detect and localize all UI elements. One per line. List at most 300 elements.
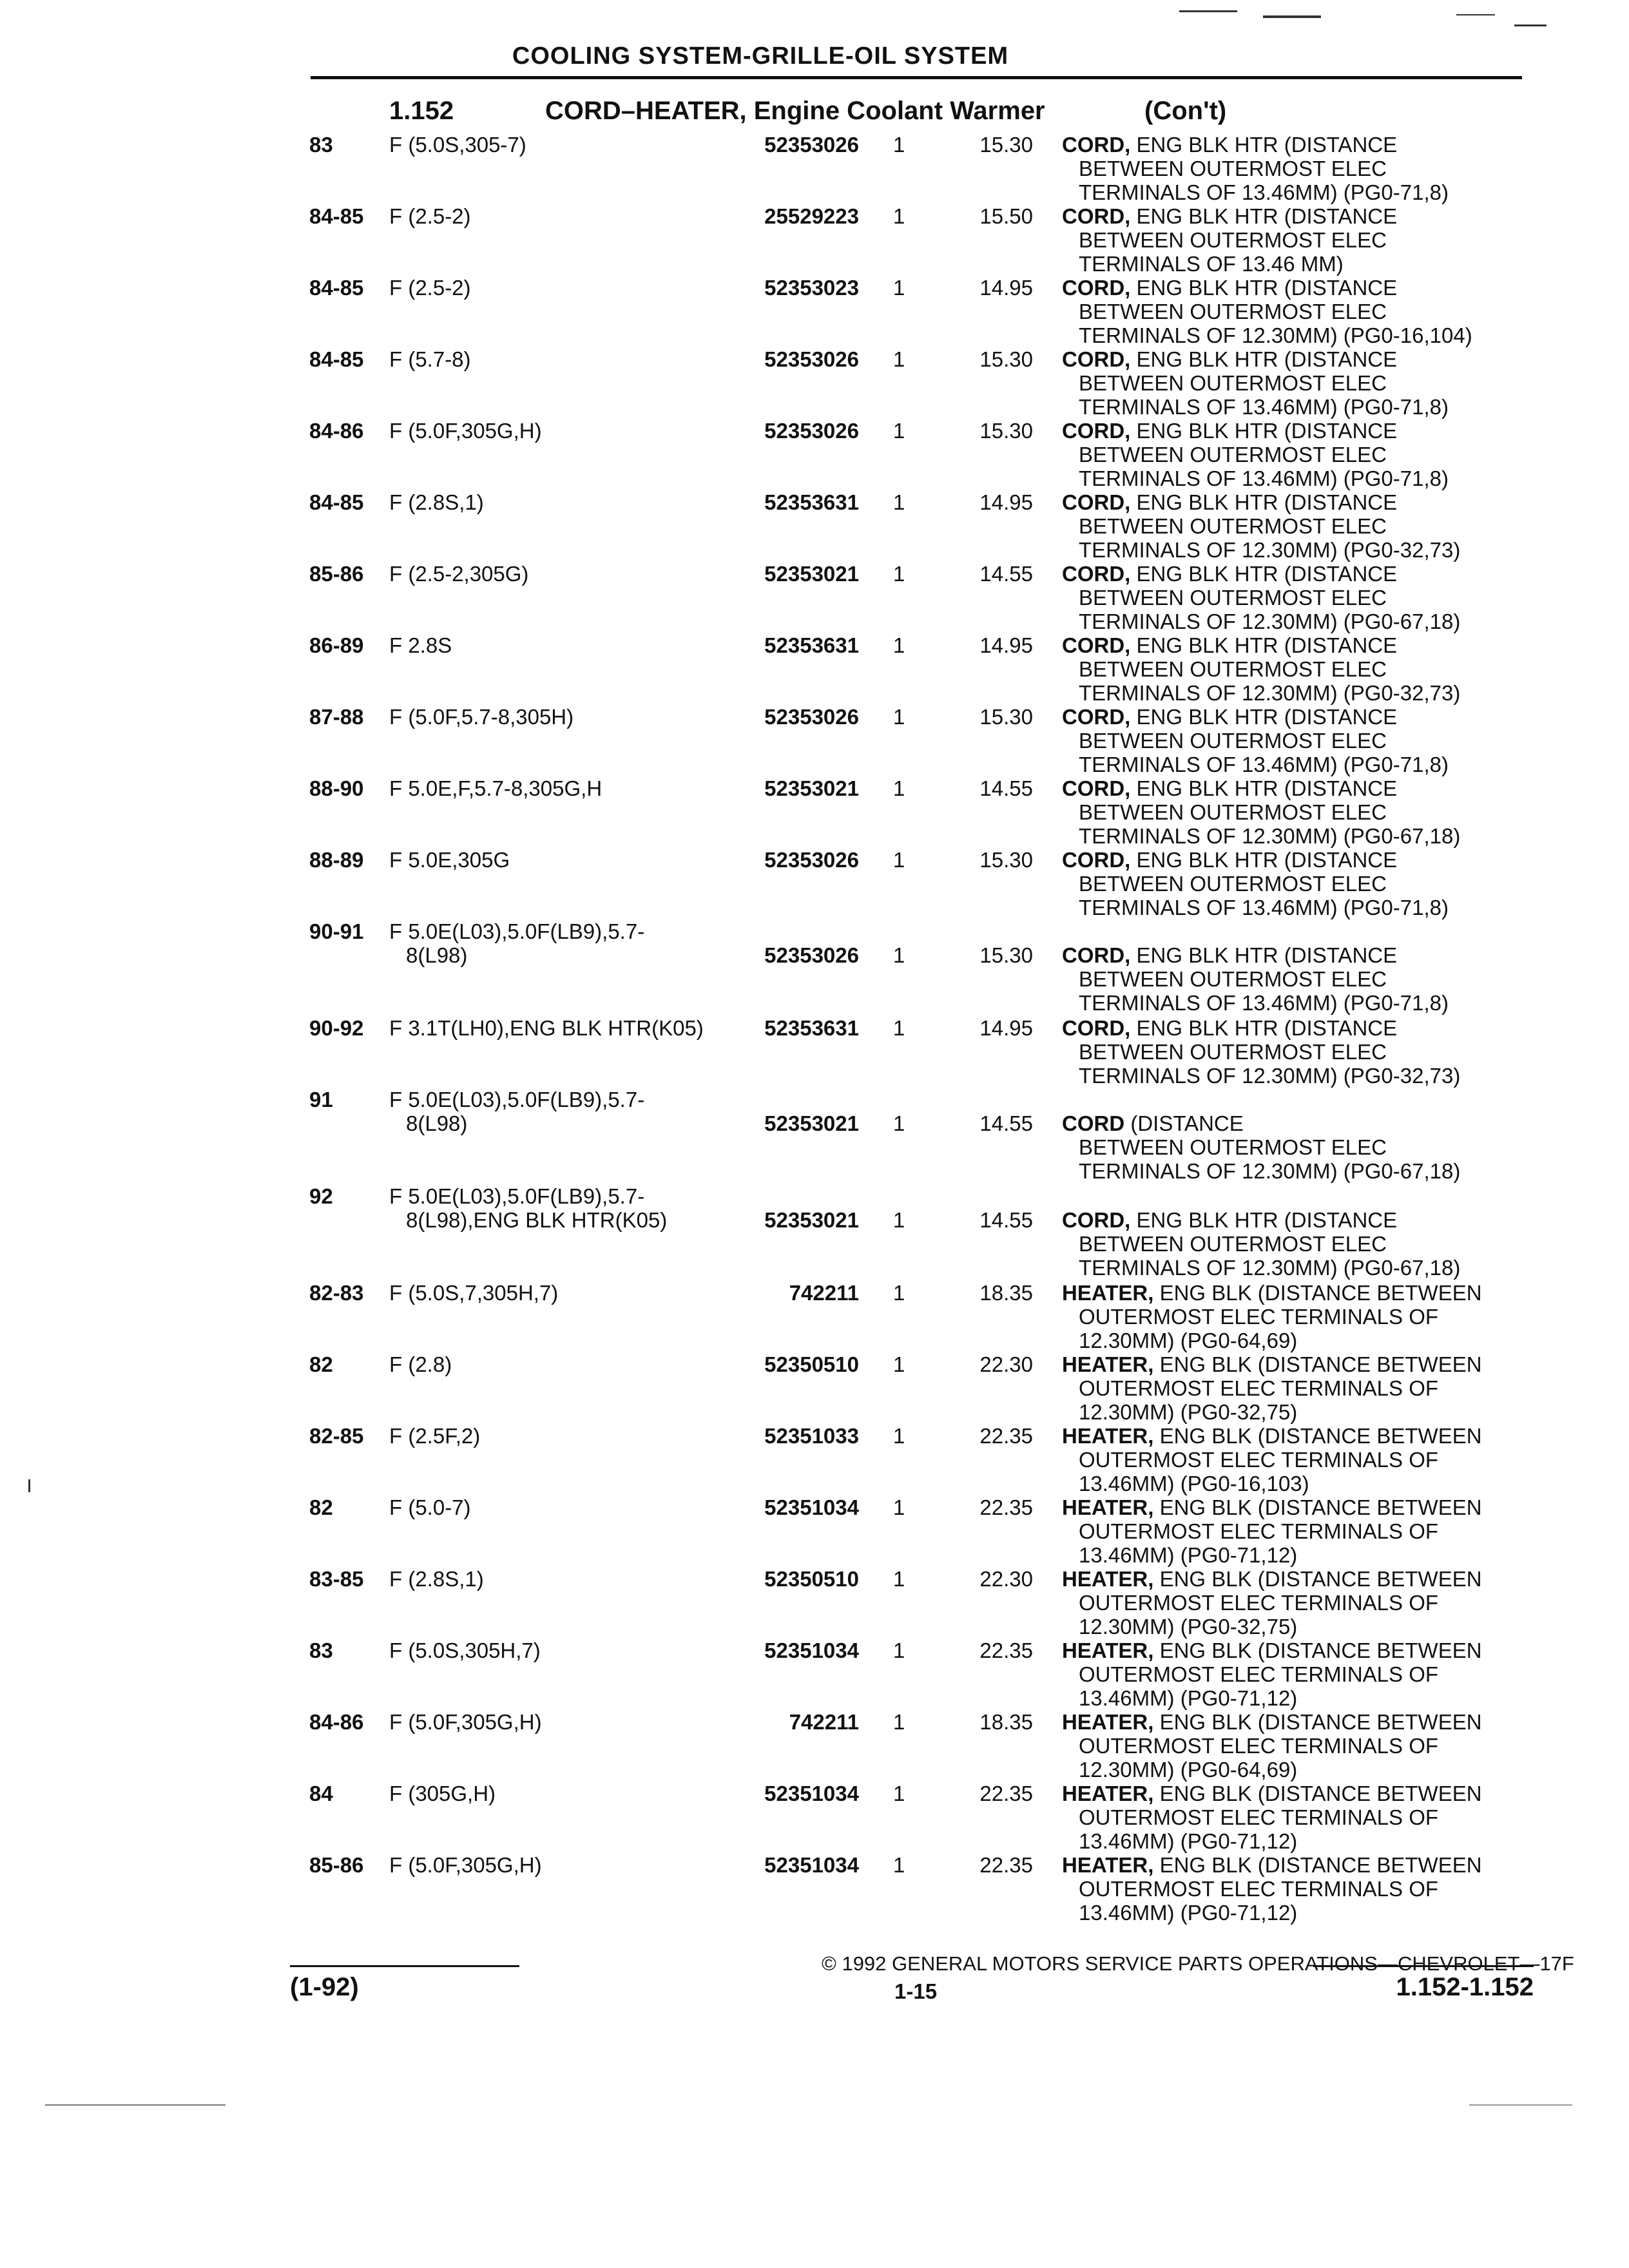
price: 14.95 [979,276,1033,300]
model-years: 83-85 [309,1567,364,1591]
description [1062,1208,1486,1280]
description-line [1062,276,1472,300]
description-noun: CORD, [1062,1016,1131,1040]
quantity: 1 [893,419,905,443]
description-noun: CORD, [1062,848,1131,872]
description-text: TERMINALS OF 13.46 MM) [1079,252,1344,276]
page-header-title: COOLING SYSTEM-GRILLE-OIL SYSTEM [512,43,1009,70]
description-line [1062,1159,1486,1183]
parts-row [0,1184,1629,1281]
description [1062,133,1491,204]
model-years: 83 [309,1639,333,1662]
description-line [1062,514,1486,538]
description-line [1062,1519,1482,1543]
description [1062,490,1486,562]
application-line: F 5.0E,F,5.7-8,305G,H [389,776,602,800]
price: 14.95 [979,1016,1033,1040]
price: 15.30 [979,133,1033,157]
description-noun: CORD, [1062,1208,1131,1232]
description [1062,1016,1486,1088]
description-noun: HEATER, [1062,1710,1154,1734]
application [389,347,471,371]
description-text: BETWEEN OUTERMOST ELEC [1079,657,1387,681]
description-text: TERMINALS OF 13.46MM) (PG0-71,8) [1079,991,1449,1015]
application [389,1710,542,1734]
application [389,1281,558,1305]
leader-dots [613,776,754,800]
part-number: 52351033 [764,1424,859,1448]
part-number: 52350510 [764,1567,859,1591]
description-noun: CORD, [1062,347,1131,371]
description-leader-dots [1455,753,1491,776]
description-leader-dots [1304,1543,1471,1567]
description-leader-dots [1455,395,1491,419]
quantity: 1 [893,1495,905,1519]
part-number: 25529223 [764,204,859,228]
description-line [1062,776,1486,800]
description-text: BETWEEN OUTERMOST ELEC [1079,586,1387,610]
price: 22.30 [979,1352,1033,1376]
description-text: ENG BLK HTR (DISTANCE [1136,419,1398,443]
quantity: 1 [893,1016,905,1040]
quantity: 1 [893,1853,905,1877]
description-noun: HEATER, [1062,1567,1154,1591]
application [389,1424,480,1448]
price: 22.30 [979,1567,1033,1591]
price: 15.30 [979,848,1033,872]
description-leader-dots [1304,1615,1471,1639]
model-years: 87-88 [309,705,364,729]
price: 14.55 [979,1111,1033,1135]
description-text: ENG BLK (DISTANCE BETWEEN [1159,1853,1482,1877]
quantity: 1 [893,204,905,228]
parts-row [0,1495,1629,1567]
part-number: 52353021 [764,562,859,586]
application [389,1639,541,1662]
leader-dots [496,490,754,514]
description-leader-dots [1455,466,1491,490]
description-line [1062,1639,1482,1662]
scan-mark [45,2104,226,2106]
description [1062,1281,1482,1352]
description-text: OUTERMOST ELEC TERMINALS OF [1079,1305,1439,1329]
price: 22.35 [979,1495,1033,1519]
application-line: F 5.0E,305G [389,848,510,872]
parts-row [0,490,1629,562]
description-line [1062,872,1491,896]
model-years: 85-86 [309,1853,364,1877]
price: 18.35 [979,1281,1033,1305]
description-line [1062,1901,1482,1925]
quantity: 1 [893,490,905,514]
application-line: F (2.8) [389,1352,452,1376]
part-number: 52353021 [764,1111,859,1135]
parts-row [0,919,1629,1016]
parts-row [0,347,1629,419]
description-leader-dots [1350,252,1466,276]
description-noun: CORD, [1062,943,1131,967]
section-title: CORD–HEATER, Engine Coolant Warmer [545,97,1045,125]
description-text: TERMINALS OF 12.30MM) (PG0-67,18) [1079,1159,1461,1183]
description-text: ENG BLK HTR (DISTANCE [1136,776,1398,800]
description-line [1062,1111,1486,1135]
leader-dots [483,347,755,371]
parts-row [0,133,1629,204]
part-number: 742211 [789,1281,859,1305]
description-leader-dots [1467,824,1486,848]
model-years: 84-86 [309,419,364,443]
application [389,1352,452,1376]
description-noun: CORD, [1062,562,1131,586]
parts-row [0,1352,1629,1424]
part-number: 52350510 [764,1352,859,1376]
description-line [1062,1329,1482,1352]
description-text: BETWEEN OUTERMOST ELEC [1079,1040,1387,1064]
scan-mark [1179,10,1237,12]
description [1062,633,1486,705]
price: 15.30 [979,347,1033,371]
model-years: 82-85 [309,1424,364,1448]
footer-edition: (1-92) [290,1973,359,2001]
description-leader-dots [1304,1829,1471,1853]
description-line [1062,1782,1482,1805]
part-number: 52353021 [764,776,859,800]
scan-mark [1263,15,1321,18]
description-line [1062,1040,1486,1064]
application [389,276,471,300]
price: 14.95 [979,633,1033,657]
description-line [1062,1281,1482,1305]
application-line: F (5.0F,5.7-8,305H) [389,705,574,729]
model-years: 84-85 [309,490,364,514]
application [389,562,528,586]
description-line [1062,180,1491,204]
description-noun: HEATER, [1062,1639,1154,1662]
description-noun: CORD, [1062,705,1131,729]
description [1062,419,1491,490]
description [1062,1495,1482,1567]
description-text: ENG BLK (DISTANCE BETWEEN [1159,1352,1482,1376]
part-number: 52353026 [764,705,859,729]
description-text: ENG BLK HTR (DISTANCE [1136,1208,1398,1232]
price: 15.30 [979,705,1033,729]
leader-dots [483,276,755,300]
description-line [1062,1877,1482,1901]
description-line [1062,1543,1482,1567]
description-line [1062,1805,1482,1829]
application-line: F (5.0S,305H,7) [389,1639,541,1662]
description-line [1062,1710,1482,1734]
description-text: TERMINALS OF 12.30MM) (PG0-67,18) [1079,824,1461,848]
price: 22.35 [979,1782,1033,1805]
description-noun: CORD, [1062,490,1131,514]
price: 15.30 [979,419,1033,443]
description-line [1062,800,1486,824]
description-line [1062,896,1491,919]
description-text: ENG BLK HTR (DISTANCE [1136,848,1398,872]
description-text: BETWEEN OUTERMOST ELEC [1079,872,1387,896]
description-line [1062,753,1491,776]
description-line [1062,1567,1482,1591]
price: 22.35 [979,1424,1033,1448]
description-text: 13.46MM) (PG0-71,12) [1079,1686,1298,1710]
description-text: OUTERMOST ELEC TERMINALS OF [1079,1519,1439,1543]
description-text: ENG BLK (DISTANCE BETWEEN [1159,1710,1482,1734]
description-leader-dots [1467,681,1486,705]
description-text: ENG BLK HTR (DISTANCE [1136,347,1398,371]
leader-dots [538,133,754,157]
part-number: 52353631 [764,1016,859,1040]
application-line: F (2.8S,1) [389,490,484,514]
description-text: BETWEEN OUTERMOST ELEC [1079,1232,1387,1256]
description [1062,1639,1482,1710]
application-line: F (5.7-8) [389,347,471,371]
description-line [1062,1448,1483,1472]
application-line: F (5.0F,305G,H) [389,1710,542,1734]
description-leader-dots [1467,1159,1486,1183]
model-years: 92 [309,1184,333,1208]
parts-row [0,276,1629,347]
model-years: 83 [309,133,333,157]
model-years: 82-83 [309,1281,364,1305]
description-line [1062,204,1466,228]
description [1062,276,1472,347]
application [389,848,510,872]
quantity: 1 [893,1111,905,1135]
description-leader-dots [1455,896,1491,919]
header-rule [311,76,1522,79]
scan-mark [1514,24,1547,26]
leader-dots [585,705,754,729]
description-noun: CORD, [1062,204,1131,228]
model-years: 82 [309,1495,333,1519]
description-line [1062,1495,1482,1519]
footer-section-range: 1.152-1.152 [1396,1973,1534,2001]
leader-dots [521,848,754,872]
description-noun: CORD, [1062,133,1131,157]
application-line: F (5.0S,7,305H,7) [389,1281,559,1305]
description-noun: HEATER, [1062,1782,1154,1805]
section-heading [0,97,1629,129]
parts-row [0,1424,1629,1495]
model-years: 84-85 [309,276,364,300]
model-years: 84 [309,1782,333,1805]
description-text: 12.30MM) (PG0-64,69) [1079,1758,1298,1782]
description [1062,1352,1482,1424]
description-leader-dots [1304,1329,1471,1352]
leader-dots [554,419,755,443]
description-line [1062,490,1486,514]
description-line [1062,228,1466,252]
application [389,1495,471,1519]
description-text: ENG BLK HTR (DISTANCE [1136,276,1398,300]
parts-row [0,848,1629,919]
application [389,1782,496,1805]
description-line [1062,157,1491,180]
leader-dots [483,204,755,228]
part-number: 52353026 [764,943,859,967]
description-leader-dots [1467,1256,1486,1280]
description-leader-dots [1304,1758,1471,1782]
description-text: TERMINALS OF 12.30MM) (PG0-32,73) [1079,681,1461,705]
description-noun: HEATER, [1062,1495,1154,1519]
description-noun: CORD, [1062,776,1131,800]
quantity: 1 [893,1567,905,1591]
model-years: 90-91 [309,919,364,943]
description-text: TERMINALS OF 12.30MM) (PG0-67,18) [1079,1256,1461,1280]
description-noun: HEATER, [1062,1424,1154,1448]
description-text: TERMINALS OF 12.30MM) (PG0-16,104) [1079,323,1472,347]
description-line [1062,824,1486,848]
part-number: 52353026 [764,133,859,157]
description-line [1062,1135,1486,1159]
quantity: 1 [893,943,905,967]
application [389,204,471,228]
description-text: ENG BLK HTR (DISTANCE [1136,133,1398,157]
description-line [1062,586,1486,610]
quantity: 1 [893,633,905,657]
description-line [1062,323,1472,347]
part-number: 52353023 [764,276,859,300]
description-text: TERMINALS OF 13.46MM) (PG0-71,8) [1079,180,1449,204]
parts-row [0,1853,1629,1925]
description-line [1062,657,1486,681]
model-years: 84-85 [309,347,364,371]
description-line [1062,1352,1482,1376]
description-line [1062,1472,1483,1495]
scan-mark [1456,14,1495,15]
parts-row [0,1088,1629,1184]
description-text: BETWEEN OUTERMOST ELEC [1079,443,1387,466]
description [1062,1853,1482,1925]
part-number: 52351034 [764,1495,859,1519]
description-text: OUTERMOST ELEC TERMINALS OF [1079,1734,1439,1758]
scan-mark [1469,2104,1572,2106]
part-number: 52353631 [764,490,859,514]
footer-page-number: 1-15 [894,1979,938,2003]
part-number: 52353631 [764,633,859,657]
footer-rule-right [1313,1965,1534,1967]
part-number: 52353026 [764,848,859,872]
description-line [1062,705,1491,729]
parts-row [0,1567,1629,1639]
description-text: 12.30MM) (PG0-32,75) [1079,1615,1298,1639]
application-line: F (2.5F,2) [389,1424,481,1448]
description-line [1062,466,1491,490]
description-noun: HEATER, [1062,1281,1154,1305]
description-noun: CORD, [1062,419,1131,443]
description-line [1062,943,1491,967]
description-line [1062,1686,1482,1710]
description-line [1062,1734,1482,1758]
description-line [1062,395,1491,419]
description-line [1062,1400,1482,1424]
section-continued: (Con't) [1144,97,1227,125]
description-leader-dots [1304,1686,1471,1710]
application [389,776,602,800]
description-text: TERMINALS OF 12.30MM) (PG0-32,73) [1079,538,1461,562]
description [1062,1782,1482,1853]
quantity: 1 [893,133,905,157]
price: 14.55 [979,776,1033,800]
description-noun: HEATER, [1062,1853,1154,1877]
description-line [1062,252,1466,276]
description-text: ENG BLK HTR (DISTANCE [1136,562,1398,586]
description-text: TERMINALS OF 13.46MM) (PG0-71,8) [1079,753,1449,776]
part-number: 52353021 [764,1208,859,1232]
quantity: 1 [893,1352,905,1376]
description-line [1062,133,1491,157]
price: 14.55 [979,1208,1033,1232]
description-text: BETWEEN OUTERMOST ELEC [1079,800,1387,824]
quantity: 1 [893,1281,905,1305]
description [1062,776,1486,848]
leader-dots [492,1424,754,1448]
description-leader-dots [1455,180,1491,204]
description-text: (DISTANCE [1130,1111,1244,1135]
description-text: TERMINALS OF 13.46MM) (PG0-71,8) [1079,466,1449,490]
description-line [1062,347,1491,371]
description-leader-dots [1316,1472,1483,1495]
description-text: 12.30MM) (PG0-32,75) [1079,1400,1298,1424]
description-text: OUTERMOST ELEC TERMINALS OF [1079,1662,1439,1686]
description-line [1062,1064,1486,1088]
description [1062,943,1491,1015]
parts-table [0,133,1629,1925]
description-line [1062,991,1491,1015]
description-text: 13.46MM) (PG0-16,103) [1079,1472,1309,1495]
description-line [1062,1256,1486,1280]
application-line: F 5.0E(L03),5.0F(LB9),5.7- [389,1088,645,1111]
application-line: F (5.0F,305G,H) [389,1853,542,1877]
parts-row [0,705,1629,776]
description-text: ENG BLK HTR (DISTANCE [1136,633,1398,657]
description-text: TERMINALS OF 12.30MM) (PG0-32,73) [1079,1064,1461,1088]
leader-dots [540,562,754,586]
model-years: 91 [309,1088,333,1111]
part-number: 52351034 [764,1853,859,1877]
application-line: 8(L98),ENG BLK HTR(K05) [406,1208,668,1232]
parts-row [0,1016,1629,1088]
description-noun: CORD [1062,1111,1125,1135]
application-line: 8(L98) [406,1111,468,1135]
description-line [1062,1591,1482,1615]
model-years: 88-90 [309,776,364,800]
description-text: TERMINALS OF 13.46MM) (PG0-71,8) [1079,395,1449,419]
description [1062,562,1486,633]
description-text: 12.30MM) (PG0-64,69) [1079,1329,1298,1352]
price: 14.55 [979,562,1033,586]
model-years: 86-89 [309,633,364,657]
model-years: 90-92 [309,1016,364,1040]
description-line [1062,1662,1482,1686]
parts-row [0,633,1629,705]
application-line: F (305G,H) [389,1782,496,1805]
leader-dots [656,1111,754,1135]
application-line: F (2.5-2) [389,276,471,300]
part-number: 742211 [789,1710,859,1734]
description-text: ENG BLK HTR (DISTANCE [1136,204,1398,228]
application-line: F 5.0E(L03),5.0F(LB9),5.7- [389,1184,645,1208]
description-leader-dots [1304,1901,1471,1925]
description-line [1062,1758,1482,1782]
application-line: 8(L98) [406,943,468,967]
leader-dots [656,943,754,967]
application [389,1567,484,1591]
application [389,1088,644,1135]
description-text: 13.46MM) (PG0-71,12) [1079,1543,1298,1567]
description-line [1062,371,1491,395]
